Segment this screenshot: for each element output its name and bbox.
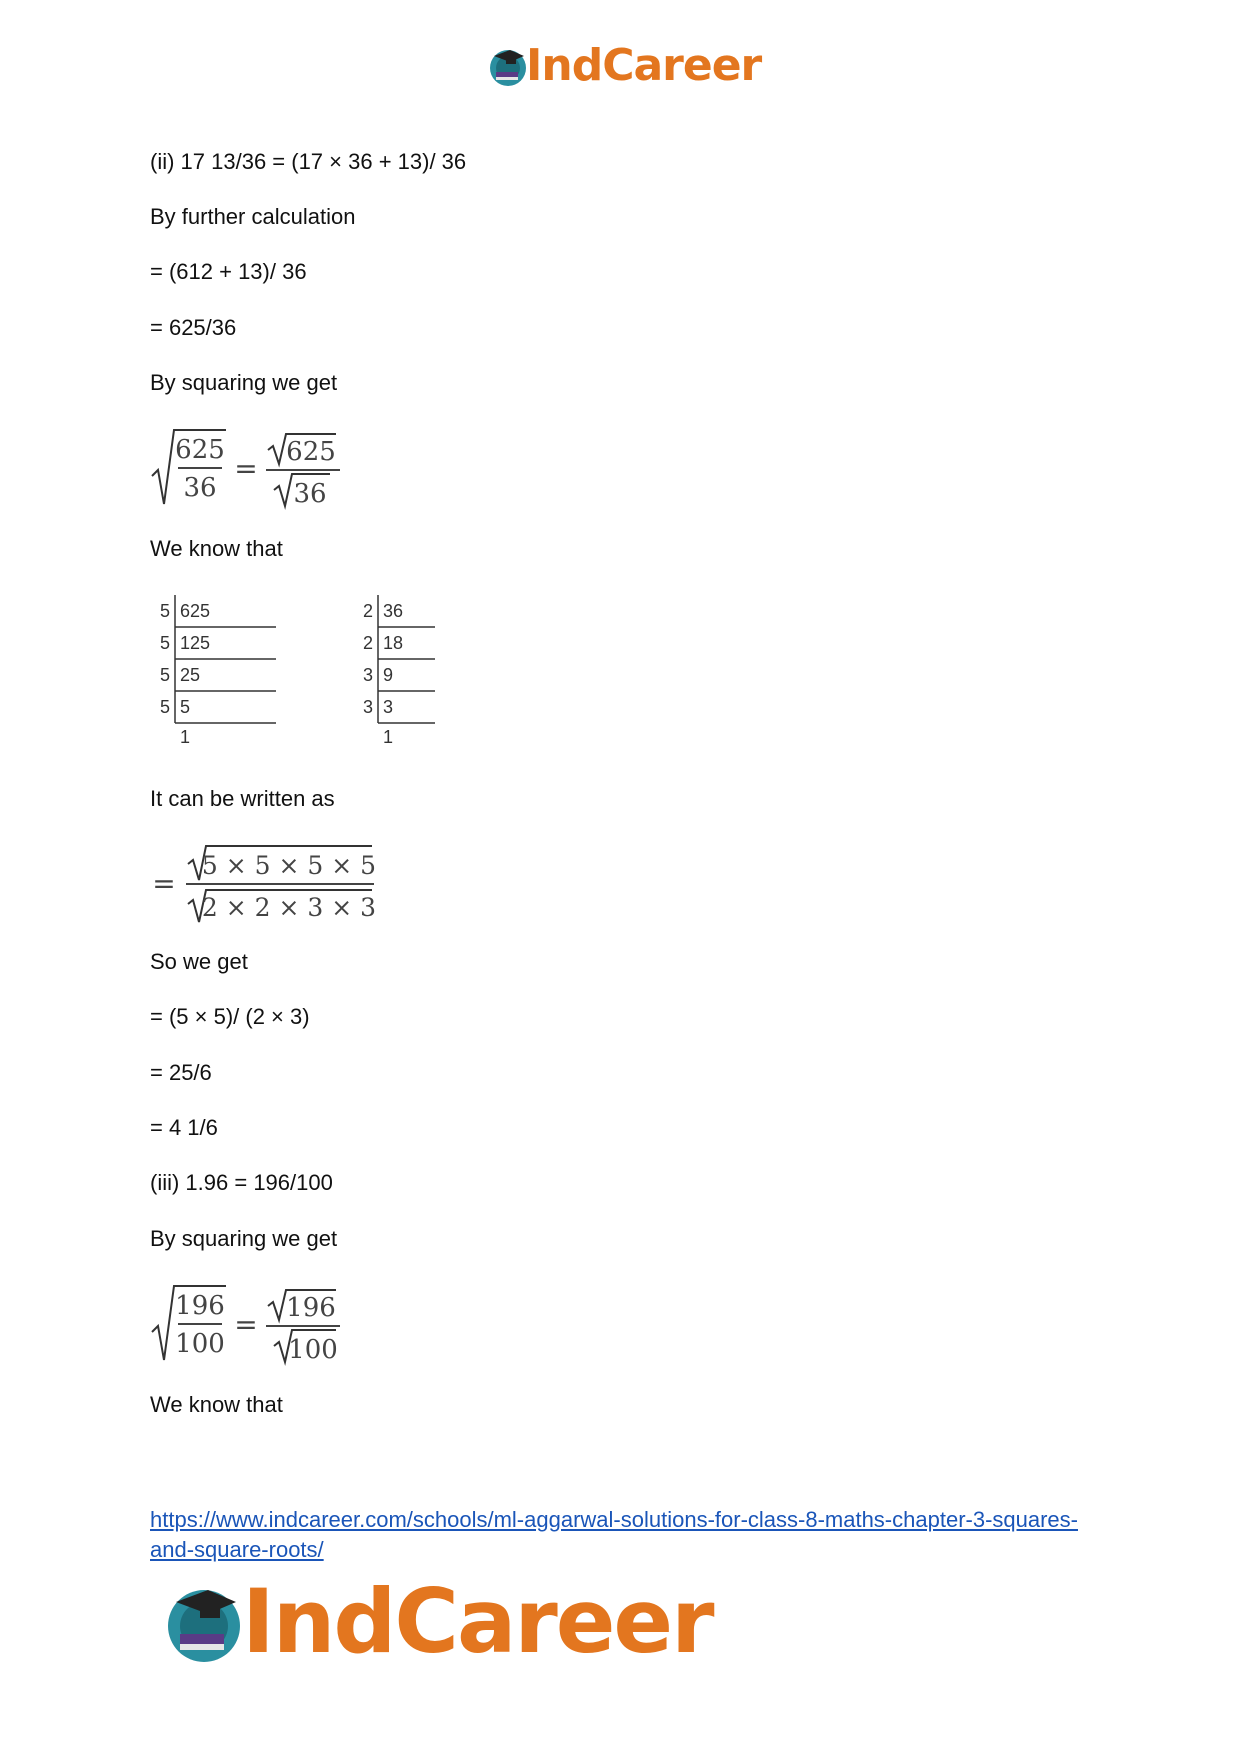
division-table-36 bbox=[359, 593, 485, 751]
equation-prime-factors bbox=[150, 838, 390, 928]
graduation-cap-book-icon bbox=[160, 1578, 248, 1666]
svg-text:=: = bbox=[234, 1308, 258, 1341]
svg-text:=: = bbox=[234, 452, 258, 485]
dividend: 5 bbox=[180, 697, 191, 717]
equation-sqrt-196-100 bbox=[150, 1280, 350, 1366]
source-link[interactable]: https://www.indcareer.com/schools/ml-aggarwal-solutions-for-class-8-maths-chapter-3-squares-and-square-roots/ bbox=[150, 1507, 1078, 1562]
eq3-numerator: 196 bbox=[175, 1291, 225, 1321]
dividend: 625 bbox=[180, 601, 211, 621]
text-line: = 25/6 bbox=[150, 1060, 212, 1085]
remainder: 1 bbox=[383, 727, 394, 747]
dividend: 18 bbox=[383, 633, 404, 653]
divisor: 3 bbox=[363, 665, 374, 685]
text-line: By squaring we get bbox=[150, 1226, 338, 1251]
eq1-root-numerator: 625 bbox=[286, 437, 336, 467]
footer-logo bbox=[160, 1570, 713, 1673]
divisor: 3 bbox=[363, 697, 374, 717]
logo-text: IndCareer bbox=[526, 40, 762, 91]
divisor: 5 bbox=[160, 633, 171, 653]
eq1-root-denominator: 36 bbox=[293, 479, 327, 509]
division-table-625 bbox=[156, 593, 282, 751]
text-line: (ii) 17 13/36 = (17 × 36 + 13)/ 36 bbox=[150, 149, 467, 174]
eq3-denominator: 100 bbox=[175, 1329, 225, 1359]
remainder: 1 bbox=[180, 727, 191, 747]
dividend: 9 bbox=[383, 665, 394, 685]
dividend: 36 bbox=[383, 601, 404, 621]
eq1-numerator: 625 bbox=[175, 435, 225, 465]
dividend: 25 bbox=[180, 665, 201, 685]
divisor: 2 bbox=[363, 601, 374, 621]
text-line: So we get bbox=[150, 949, 248, 974]
eq1-denominator: 36 bbox=[183, 473, 217, 503]
text-line: It can be written as bbox=[150, 786, 335, 811]
eq2-numerator: 5 × 5 × 5 × 5 bbox=[201, 851, 377, 880]
logo-text: IndCareer bbox=[242, 1570, 713, 1673]
text-line: = (5 × 5)/ (2 × 3) bbox=[150, 1004, 310, 1029]
divisor: 5 bbox=[160, 601, 171, 621]
text-line: = (612 + 13)/ 36 bbox=[150, 259, 307, 284]
text-line: = 4 1/6 bbox=[150, 1115, 218, 1140]
eq2-equals: = bbox=[152, 867, 176, 900]
text-line: = 625/36 bbox=[150, 315, 237, 340]
graduation-cap-book-icon bbox=[486, 44, 530, 88]
dividend: 3 bbox=[383, 697, 394, 717]
divisor: 5 bbox=[160, 697, 171, 717]
text-line: We know that bbox=[150, 536, 283, 561]
text-line: By further calculation bbox=[150, 204, 356, 229]
dividend: 125 bbox=[180, 633, 211, 653]
text-line: By squaring we get bbox=[150, 370, 338, 395]
divisor: 2 bbox=[363, 633, 374, 653]
divisor: 5 bbox=[160, 665, 171, 685]
eq3-root-numerator: 196 bbox=[286, 1293, 336, 1323]
header-logo bbox=[486, 40, 761, 91]
equation-sqrt-625-36 bbox=[150, 424, 350, 510]
text-line: We know that bbox=[150, 1392, 283, 1417]
text-line: (iii) 1.96 = 196/100 bbox=[150, 1170, 333, 1195]
eq2-denominator: 2 × 2 × 3 × 3 bbox=[201, 893, 377, 922]
eq3-root-denominator: 100 bbox=[288, 1335, 338, 1365]
